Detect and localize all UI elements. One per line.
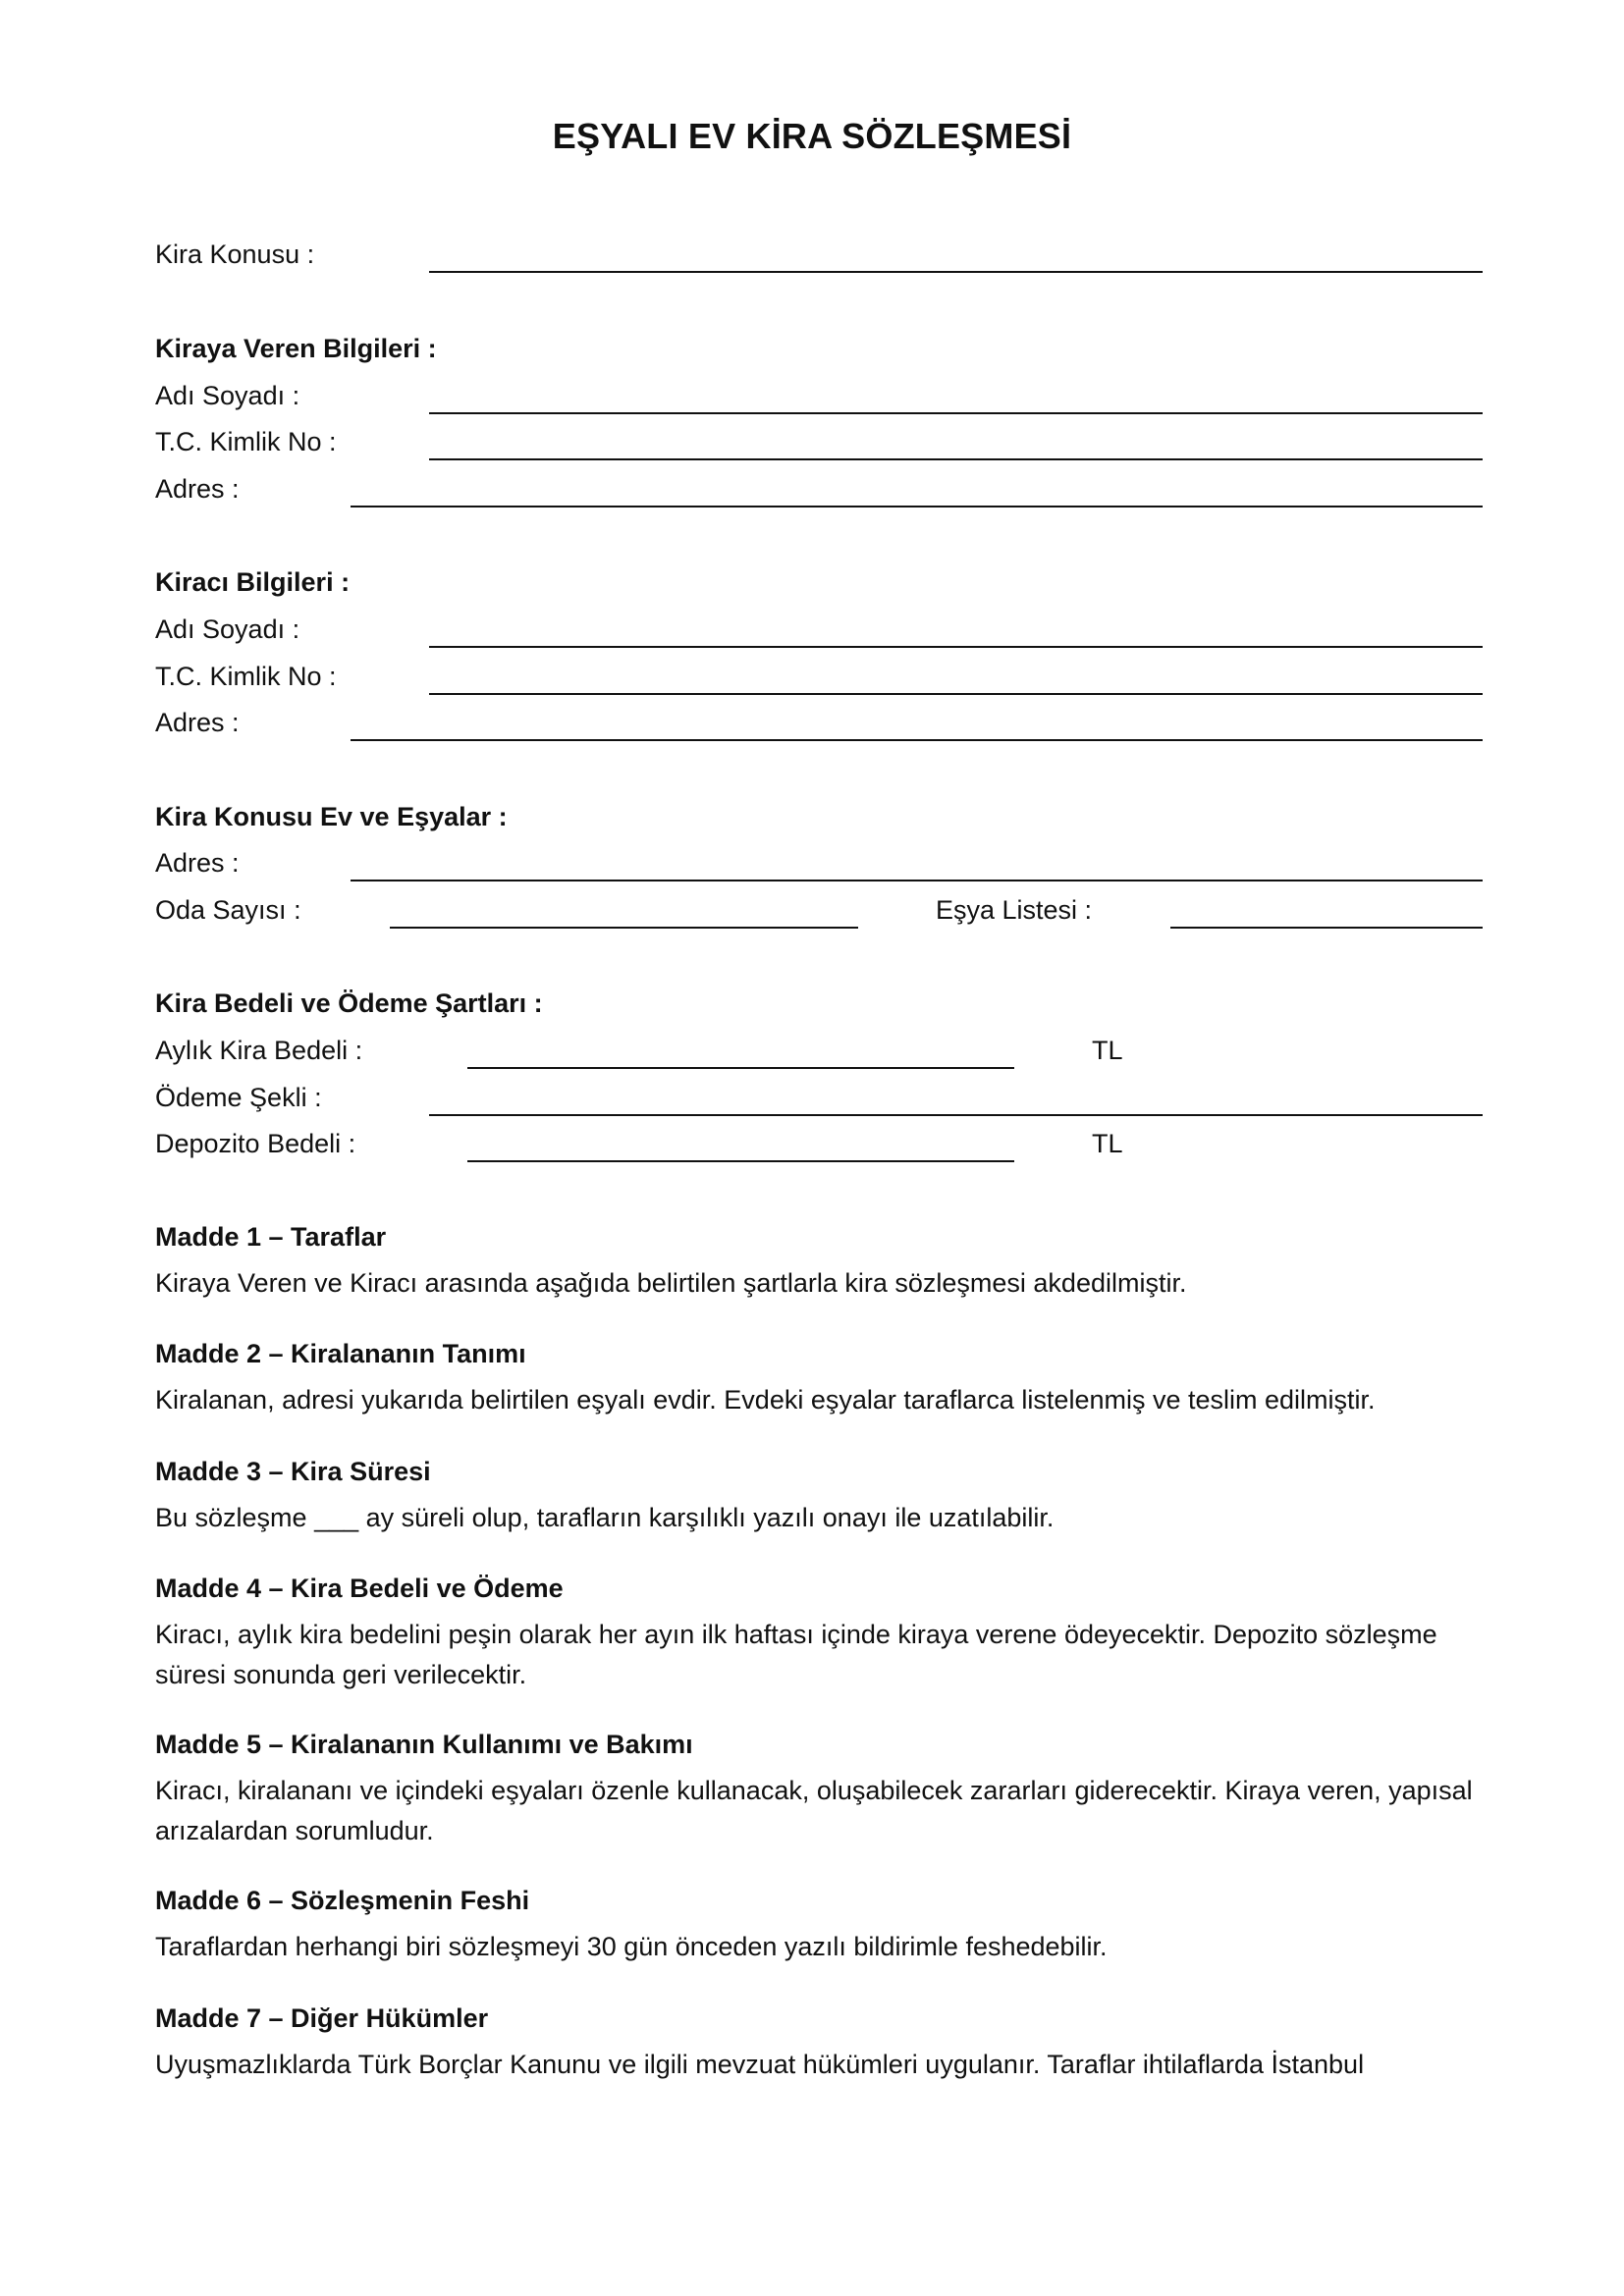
oda-sayisi-label: Oda Sayısı : bbox=[155, 895, 301, 925]
article-2-text: Kiralanan, adresi yukarıda belirtilen eşyalı evdir. Evdeki eşyalar taraflarca listelenmiş ve teslim edilmiştir. bbox=[155, 1385, 1376, 1415]
bedel-heading: Kira Bedeli ve Ödeme Şartları : bbox=[155, 988, 543, 1018]
article-7-heading: Madde 7 – Diğer Hükümler bbox=[155, 2003, 489, 2033]
kiraci-adres-label: Adres : bbox=[155, 708, 240, 737]
kiraya-veren-heading: Kiraya Veren Bilgileri : bbox=[155, 334, 437, 363]
article-1-text: Kiraya Veren ve Kiracı arasında aşağıda belirtilen şartlarla kira sözleşmesi akdedilmiştir. bbox=[155, 1268, 1187, 1298]
document-title: EŞYALI EV KİRA SÖZLEŞMESİ bbox=[552, 116, 1072, 156]
article-4-text: Kiracı, aylık kira bedelini peşin olarak her ayın ilk haftası içinde kiraya verene ödeyecektir. Depozito sözleşme süresi sonunda geri verilecektir. bbox=[155, 1620, 1437, 1689]
depozito-blank[interactable] bbox=[467, 1160, 1014, 1162]
odeme-sekli-blank[interactable] bbox=[429, 1114, 1483, 1116]
kiraci-tc-label: T.C. Kimlik No : bbox=[155, 662, 337, 691]
kiraya-veren-adres-blank[interactable] bbox=[351, 506, 1483, 507]
kiraya-veren-adres-label: Adres : bbox=[155, 474, 240, 504]
article-3-text: Bu sözleşme ___ ay süreli olup, tarafların karşılıklı yazılı onayı ile uzatılabilir. bbox=[155, 1503, 1055, 1532]
depozito-label: Depozito Bedeli : bbox=[155, 1129, 356, 1158]
kira-konusu-blank[interactable] bbox=[429, 271, 1483, 273]
kiraci-adres-blank[interactable] bbox=[351, 739, 1483, 741]
oda-sayisi-blank[interactable] bbox=[390, 927, 858, 929]
kiraci-ad-label: Adı Soyadı : bbox=[155, 614, 300, 644]
ev-adres-label: Adres : bbox=[155, 848, 240, 878]
ev-heading: Kira Konusu Ev ve Eşyalar : bbox=[155, 802, 508, 831]
article-6-text: Taraflardan herhangi biri sözleşmeyi 30 gün önceden yazılı bildirimle feshedebilir. bbox=[155, 1932, 1108, 1961]
article-5-text: Kiracı, kiralananı ve içindeki eşyaları özenle kullanacak, oluşabilecek zararları giderecektir. Kiraya veren, yapısal arızalardan sorumludur. bbox=[155, 1776, 1473, 1845]
kiraya-veren-tc-blank[interactable] bbox=[429, 458, 1483, 460]
kiraci-ad-blank[interactable] bbox=[429, 646, 1483, 648]
esya-listesi-label: Eşya Listesi : bbox=[936, 895, 1093, 925]
article-3-heading: Madde 3 – Kira Süresi bbox=[155, 1457, 431, 1486]
article-6-heading: Madde 6 – Sözleşmenin Feshi bbox=[155, 1886, 530, 1915]
article-2-heading: Madde 2 – Kiralananın Tanımı bbox=[155, 1339, 526, 1368]
article-7-text: Uyuşmazlıklarda Türk Borçlar Kanunu ve ilgili mevzuat hükümleri uygulanır. Taraflar ihtilaflarda İstanbul bbox=[155, 2050, 1365, 2079]
aylik-kira-unit: TL bbox=[1092, 1036, 1123, 1065]
depozito-unit: TL bbox=[1092, 1129, 1123, 1158]
odeme-sekli-label: Ödeme Şekli : bbox=[155, 1083, 322, 1112]
article-1-heading: Madde 1 – Taraflar bbox=[155, 1222, 387, 1252]
article-5-heading: Madde 5 – Kiralananın Kullanımı ve Bakımı bbox=[155, 1730, 693, 1759]
kiraya-veren-ad-blank[interactable] bbox=[429, 412, 1483, 414]
kiraci-tc-blank[interactable] bbox=[429, 693, 1483, 695]
aylik-kira-blank[interactable] bbox=[467, 1067, 1014, 1069]
kiraya-veren-ad-label: Adı Soyadı : bbox=[155, 381, 300, 410]
ev-adres-blank[interactable] bbox=[351, 880, 1483, 881]
article-4-heading: Madde 4 – Kira Bedeli ve Ödeme bbox=[155, 1574, 564, 1603]
kiraya-veren-tc-label: T.C. Kimlik No : bbox=[155, 427, 337, 456]
aylik-kira-label: Aylık Kira Bedeli : bbox=[155, 1036, 363, 1065]
kiraci-heading: Kiracı Bilgileri : bbox=[155, 567, 351, 597]
kira-konusu-label: Kira Konusu : bbox=[155, 240, 315, 269]
esya-listesi-blank[interactable] bbox=[1170, 927, 1483, 929]
